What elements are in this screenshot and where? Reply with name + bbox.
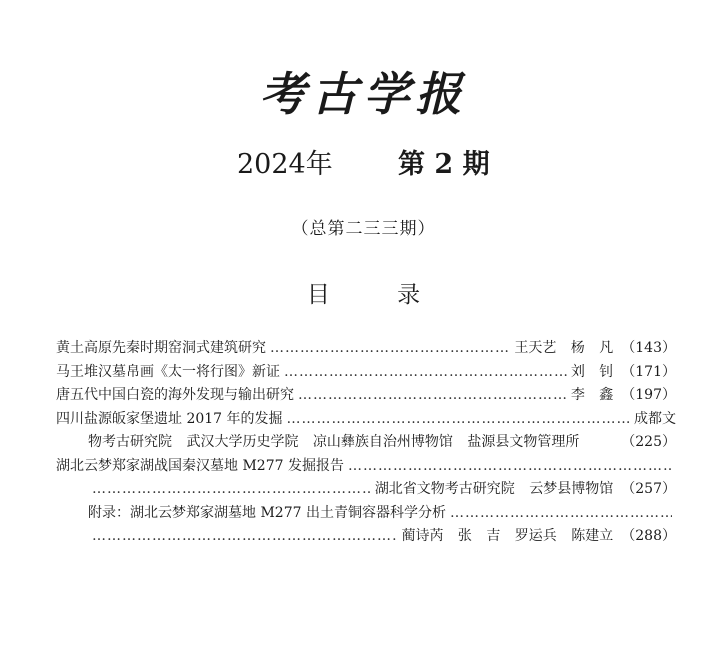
toc-entry-title[interactable]: 四川盐源皈家堡遗址 2017 年的发掘: [56, 410, 283, 427]
toc-entry-authors: 成都文: [634, 410, 676, 427]
toc-entry-authors: 李 鑫: [570, 387, 614, 403]
toc-entry-authors-continued: 物考古研究院 武汉大学历史学院 凉山彝族自治州博物馆 盐源县文物管理所: [88, 434, 580, 450]
leader-dots: [450, 502, 672, 526]
toc-entry-authors: 王天艺 杨 凡: [514, 340, 614, 356]
toc-entry-authors: 湖北省文物考古研究院 云梦县博物馆: [374, 481, 614, 497]
toc-heading: 目 录: [306, 282, 421, 308]
journal-title: 考古学报: [259, 67, 468, 121]
toc-entry[interactable]: [56, 502, 676, 526]
toc-entry-page: （143）: [621, 340, 676, 356]
issue-year: 2024年: [237, 149, 333, 180]
toc-entry[interactable]: [56, 408, 676, 432]
toc-entry-continuation: [56, 525, 676, 549]
leader-dots: [298, 384, 567, 408]
issue-number: 第 2 期: [398, 149, 490, 180]
toc-entry-continuation: [56, 431, 676, 455]
leader-dots: [284, 361, 567, 385]
toc-entry[interactable]: [56, 361, 676, 385]
toc-entry-page: （197）: [621, 387, 676, 403]
issue-total: （总第二三三期）: [291, 219, 436, 239]
toc-entry-page: （257）: [621, 481, 676, 497]
leader-dots: [92, 525, 397, 549]
toc-entry-title[interactable]: 唐五代中国白瓷的海外发现与输出研究: [56, 387, 294, 403]
toc-entry-page: （171）: [621, 363, 676, 380]
toc-entry[interactable]: [56, 337, 676, 361]
toc-entry-page: （225）: [621, 434, 676, 450]
toc-entry-title[interactable]: 马王堆汉墓帛画《太一将行图》新证: [56, 363, 280, 380]
toc-entry-authors: 蔺诗芮 张 吉 罗运兵 陈建立: [401, 528, 614, 544]
table-of-contents: [56, 337, 676, 549]
toc-entry[interactable]: [56, 384, 676, 408]
toc-entry-title[interactable]: 附录：湖北云梦郑家湖墓地 M277 出土青铜容器科学分析: [88, 504, 446, 521]
toc-entry-page: （288）: [621, 528, 676, 544]
leader-dots: [287, 408, 630, 432]
leader-dots: [270, 337, 510, 361]
toc-entry[interactable]: [56, 455, 676, 479]
toc-entry-authors: 刘 钊: [570, 363, 614, 380]
leader-dots: [92, 478, 371, 502]
leader-dots: [348, 455, 672, 479]
toc-entry-title[interactable]: 黄土高原先秦时期窑洞式建筑研究: [56, 340, 266, 356]
toc-entry-continuation: [56, 478, 676, 502]
toc-entry-title[interactable]: 湖北云梦郑家湖战国秦汉墓地 M277 发掘报告: [56, 457, 344, 474]
